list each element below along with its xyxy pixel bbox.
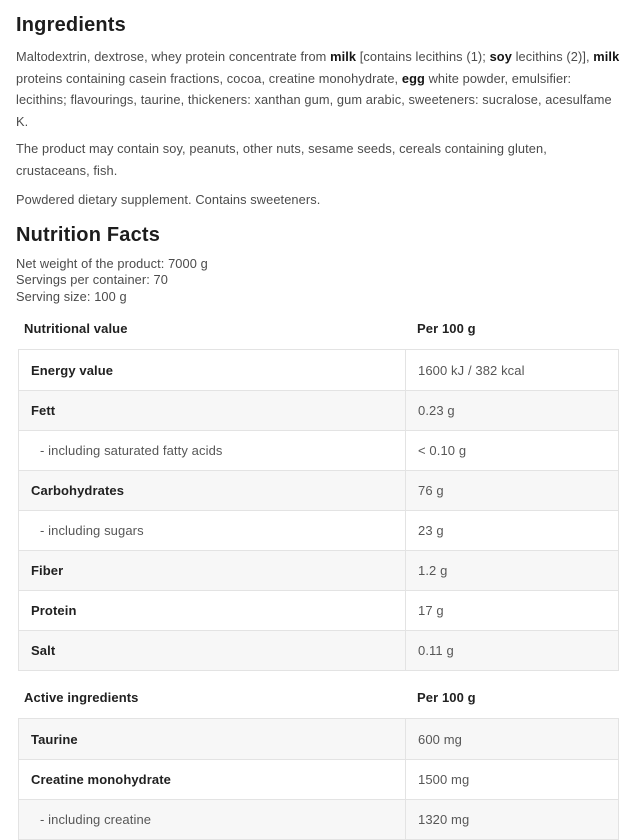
table-row	[19, 759, 618, 799]
allergen-word: milk	[330, 49, 357, 64]
net-weight-line: Net weight of the product: 7000 g	[16, 255, 208, 271]
table-row	[19, 430, 618, 470]
row-label: - including sugars	[40, 523, 144, 538]
row-value: 0.11 g	[405, 631, 618, 670]
row-value: 1500 mg	[405, 760, 618, 799]
row-value: 0.23 g	[405, 391, 618, 430]
table-header-unit: Per 100 g	[417, 690, 476, 705]
nutrition-meta	[16, 256, 620, 306]
allergen-note: The product may contain soy, peanuts, other nuts, sesame seeds, cereals containing gluten, crustaceans, fish.	[16, 141, 547, 178]
allergen-word: milk	[593, 49, 620, 64]
row-label: - including saturated fatty acids	[40, 443, 223, 458]
table-header-unit: Per 100 g	[417, 321, 476, 336]
row-label: Carbohydrates	[31, 483, 125, 498]
table-header	[18, 684, 619, 718]
table-row	[19, 719, 618, 759]
row-label: Salt	[31, 643, 56, 658]
table-row	[19, 550, 618, 590]
table-row	[19, 630, 618, 670]
nutritional-value-table	[18, 315, 619, 671]
row-label: Taurine	[31, 731, 78, 747]
row-label: Creatine monohydrate	[31, 772, 171, 787]
row-label: Energy value	[31, 362, 114, 378]
table-row	[19, 590, 618, 630]
table-row	[19, 510, 618, 550]
ingredients-text-run: proteins containing casein fractions, cocoa, creatine monohydrate,	[16, 70, 402, 86]
serving-size-line: Serving size: 100 g	[16, 288, 127, 304]
row-value: < 0.10 g	[405, 431, 618, 470]
table-row	[19, 390, 618, 430]
row-value: 1600 kJ / 382 kcal	[405, 350, 618, 390]
row-label: Fiber	[31, 563, 64, 578]
ingredients-paragraph	[16, 46, 620, 132]
ingredients-text-run: white powder, emulsifier: lecithins; flavourings, taurine, thickeners: xanthan gum, gum arabic, sweeteners: sucralose, acesulfame K.	[16, 70, 612, 129]
row-value: 17 g	[405, 591, 618, 630]
row-value: 76 g	[405, 471, 618, 510]
row-value: 1.2 g	[405, 551, 618, 590]
table-body	[18, 349, 619, 671]
table-header	[18, 315, 619, 349]
allergen-word: egg	[401, 70, 425, 86]
ingredients-text-run: [contains lecithins (1);	[356, 49, 490, 64]
active-ingredients-table	[18, 684, 619, 840]
servings-line: Servings per container: 70	[16, 272, 168, 287]
table-header-label: Nutritional value	[24, 321, 128, 336]
ingredients-text-run: Maltodextrin, dextrose, whey protein concentrate from	[16, 49, 331, 64]
supplement-note: Powdered dietary supplement. Contains sweeteners.	[16, 192, 321, 207]
table-row	[19, 799, 618, 839]
ingredients-text-run: lecithins (2)],	[511, 49, 594, 64]
table-body	[18, 718, 619, 840]
table-row	[19, 470, 618, 510]
table-header-label: Active ingredients	[24, 690, 139, 705]
allergen-word: soy	[489, 49, 512, 64]
row-label: - including creatine	[40, 812, 152, 827]
table-row	[19, 350, 618, 390]
row-label: Fett	[31, 403, 56, 418]
row-value: 1320 mg	[405, 800, 618, 839]
nutrition-facts-heading: Nutrition Facts	[16, 223, 161, 246]
row-value: 600 mg	[405, 719, 618, 759]
row-value: 23 g	[405, 511, 618, 550]
row-label: Protein	[31, 603, 77, 618]
ingredients-heading: Ingredients	[16, 14, 126, 36]
